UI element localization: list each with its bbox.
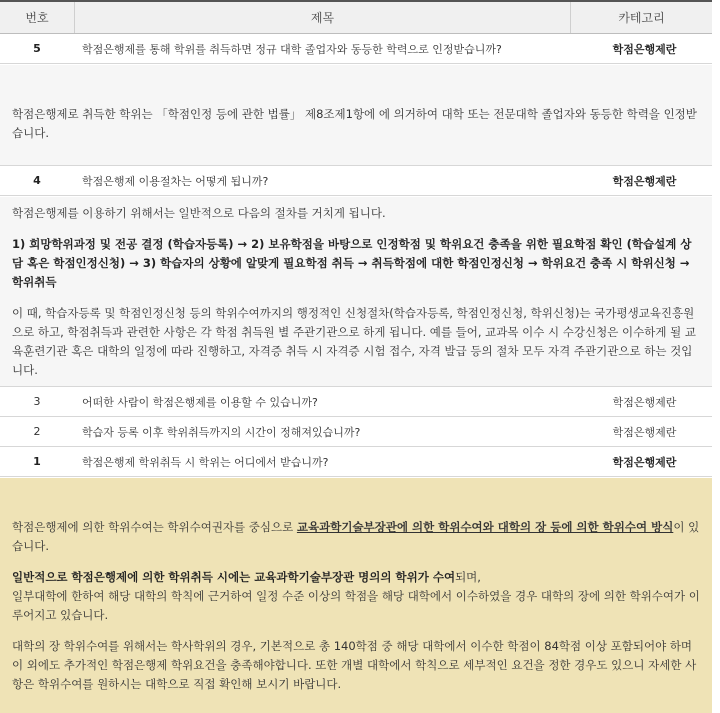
answer-p2-line2: 일부대학에 한하여 해당 대학의 학칙에 근거하여 일정 수준 이상의 학점을 해당 대학에서 이수하였을 경우 대학의 장에 의한 학위수여가 이루어지고 있습니다.	[12, 589, 700, 622]
answer-note: 이 때, 학습자등록 및 학점인정신청 등의 학위수여까지의 행정적인 신청절차(학습자등록, 학점인정신청, 학위신청)는 국가평생교육진흥원으로 하고, 학점취득과 관련한 사항은 각 학점 취득원 별 주관기관으로 하게 됩니다. 예를 들어, 교과목 이수 시 수강신청은 이수하게 될 교육훈련기관 혹은 대학의 일정에 따라 진행하고, 자격증 취득 시 자격증 시험 접수, 자격 발급 등의 절차 모두 자격 주관기관으로 하는 것입니다.	[12, 306, 696, 377]
answer-p1	[12, 518, 700, 556]
table-header	[0, 0, 712, 34]
row-category: 학점은행제란	[612, 395, 677, 409]
header-category: 카테고리	[618, 11, 665, 25]
faq-answer-5	[0, 65, 712, 166]
faq-answer-1	[0, 478, 712, 713]
row-num: 2	[33, 425, 41, 438]
faq-row-2[interactable]	[0, 417, 712, 447]
row-category: 학점은행제란	[612, 174, 677, 188]
faq-row-5[interactable]	[0, 34, 712, 64]
row-num: 3	[33, 395, 41, 408]
row-num: 1	[33, 455, 41, 468]
answer-intro: 학점은행제를 이용하기 위해서는 일반적으로 다음의 절차를 거치게 됩니다.	[12, 206, 386, 220]
answer-p1-pre: 학점은행제에 의한 학위수여는 학위수여권자를 중심으로	[12, 520, 297, 534]
answer-p2-rest: 되며,	[455, 570, 481, 584]
row-category: 학점은행제란	[612, 425, 677, 439]
answer-p2	[12, 568, 700, 625]
header-num: 번호	[0, 2, 75, 33]
row-title-link[interactable]: 학습자 등록 이후 학위취득까지의 시간이 정해져있습니까?	[82, 425, 361, 439]
row-num: 4	[33, 174, 41, 187]
answer-steps: 1) 희망학위과정 및 전공 결정 (학습자등록) → 2) 보유학점을 바탕으로 인정학점 및 학위요건 충족을 위한 필요학점 확인 (학습설계 상담 혹은 학점인정신청) → 3) 학습자의 상황에 알맞게 필요학점 취득 → 취득학점에 대한 학점인정신청 → 학위요건 충족 시 학위신청 → 학위취득	[12, 237, 692, 289]
faq-row-4[interactable]	[0, 166, 712, 196]
row-title-link[interactable]: 학점은행제 학위취득 시 학위는 어디에서 받습니까?	[82, 455, 329, 469]
answer-p3: 대학의 장 학위수여를 위해서는 학사학위의 경우, 기본적으로 총 140학점 중 해당 대학에서 이수한 학점이 84학점 이상 포함되어야 하며 이 외에도 추가적인 학점은행제 학위요건을 충족해야합니다. 또한 개별 대학에서 학칙으로 세부적인 요건을 정한 경우도 있으니 자세한 사항은 학위수여를 원하시는 대학으로 직접 확인해 보시기 바랍니다.	[12, 639, 697, 691]
row-title-link[interactable]: 학점은행제 이용절차는 어떻게 됩니까?	[82, 174, 269, 188]
row-category: 학점은행제란	[612, 42, 677, 56]
faq-answer-4	[0, 197, 712, 387]
answer-p1-post: 이 있습니다.	[12, 520, 700, 553]
row-category: 학점은행제란	[612, 455, 677, 469]
faq-row-3[interactable]	[0, 387, 712, 417]
header-title: 제목	[75, 2, 571, 33]
answer-text: 학점은행제로 취득한 학위는 「학점인정 등에 관한 법률」 제8조제1항에 에 의거하여 대학 또는 전문대학 졸업자와 동등한 학력을 인정받습니다.	[12, 107, 697, 140]
row-num: 5	[33, 42, 41, 55]
row-title-link[interactable]: 어떠한 사람이 학점은행제를 이용할 수 있습니까?	[82, 395, 318, 409]
answer-p2-bold: 일반적으로 학점은행제에 의한 학위취득 시에는 교육과학기술부장관 명의의 학위가 수여	[12, 570, 456, 584]
faq-row-1[interactable]	[0, 447, 712, 477]
row-title-link[interactable]: 학점은행제를 통해 학위를 취득하면 정규 대학 졸업자와 동등한 학력으로 인정받습니까?	[82, 42, 502, 56]
degree-methods-highlight: 교육과학기술부장관에 의한 학위수여와 대학의 장 등에 의한 학위수여 방식	[296, 520, 674, 534]
